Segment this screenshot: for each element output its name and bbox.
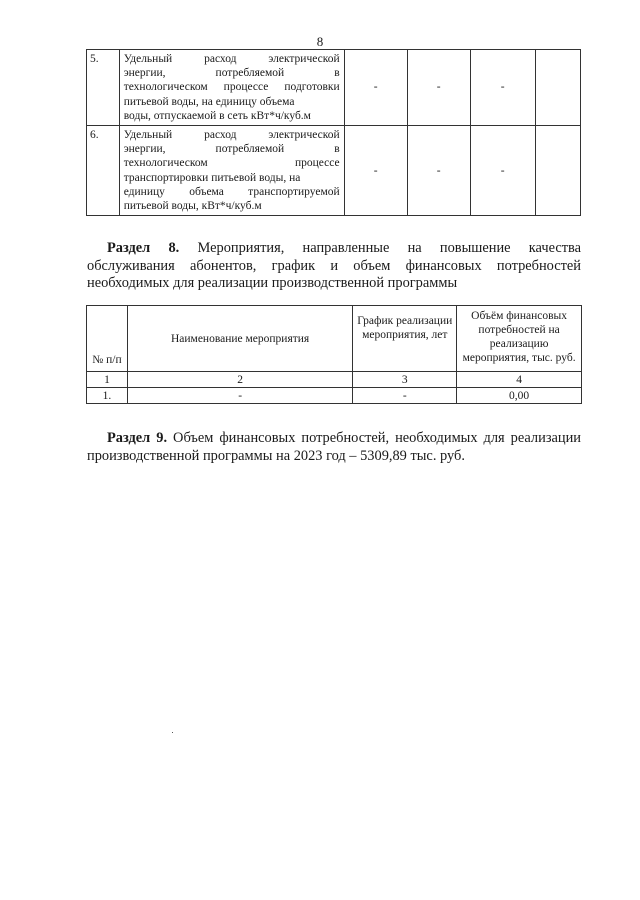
name-line: энергии, потребляемой в bbox=[123, 67, 340, 80]
index-cell: 4 bbox=[457, 372, 582, 388]
section-9-paragraph bbox=[87, 430, 581, 465]
value-cell: - bbox=[470, 126, 535, 216]
index-cell: 1 bbox=[87, 372, 128, 388]
value-cell: - bbox=[344, 126, 407, 216]
table-row bbox=[87, 126, 581, 216]
energy-consumption-table bbox=[86, 49, 581, 216]
data-cell: 0,00 bbox=[457, 388, 582, 404]
data-cell: - bbox=[127, 388, 352, 404]
value-cell: - bbox=[407, 50, 470, 126]
name-line: Удельный расход электрической bbox=[123, 129, 340, 142]
scan-speck bbox=[172, 732, 173, 733]
name-line: единицу объема транспортируемой bbox=[123, 185, 340, 198]
indicator-name bbox=[119, 50, 344, 126]
header-num: № п/п bbox=[87, 306, 128, 372]
name-line: питьевой воды, на единицу объема bbox=[123, 95, 295, 108]
section-9-text: Объем финансовых потребностей, необходимых для реализации производственной программы на 2023 год – 5309,89 тыс. руб. bbox=[87, 430, 581, 464]
index-cell: 2 bbox=[127, 372, 352, 388]
measures-table bbox=[86, 305, 582, 404]
indicator-name bbox=[119, 126, 344, 216]
name-line: воды, отпускаемой в сеть кВт*ч/куб.м bbox=[123, 109, 311, 122]
name-line: технологическом процессе bbox=[123, 157, 340, 170]
table-row bbox=[87, 372, 582, 388]
section-8-label: Раздел 8. bbox=[107, 240, 180, 256]
name-line: Удельный расход электрической bbox=[123, 53, 340, 65]
value-cell: - bbox=[344, 50, 407, 126]
name-line: технологическом процессе подготовки bbox=[123, 81, 340, 94]
table-row bbox=[87, 50, 581, 126]
name-line: транспортировки питьевой воды, на bbox=[123, 171, 301, 184]
name-line: энергии, потребляемой в bbox=[123, 143, 340, 156]
value-cell bbox=[535, 50, 580, 126]
section-9-label: Раздел 9. bbox=[107, 430, 168, 446]
header-name: Наименование мероприятия bbox=[127, 306, 352, 372]
name-line: питьевой воды, кВт*ч/куб.м bbox=[123, 200, 262, 213]
header-finance: Объём финансовых потребностей на реализацию мероприятия, тыс. руб. bbox=[457, 306, 582, 372]
table-row bbox=[87, 388, 582, 404]
row-number: 6. bbox=[87, 126, 120, 216]
value-cell bbox=[535, 126, 580, 216]
value-cell: - bbox=[407, 126, 470, 216]
section-8-text: Мероприятия, направленные на повышение качества обслуживания абонентов, график и объем финансовых потребностей необходимых для реализации производственной программы bbox=[87, 240, 581, 291]
row-number: 5. bbox=[87, 50, 120, 126]
value-cell: - bbox=[470, 50, 535, 126]
index-cell: 3 bbox=[353, 372, 457, 388]
page-number: 8 bbox=[316, 34, 324, 49]
data-cell: 1. bbox=[87, 388, 128, 404]
section-8-paragraph bbox=[87, 240, 581, 293]
header-schedule: График реализации мероприятия, лет bbox=[353, 306, 457, 372]
table-header-row bbox=[87, 306, 582, 372]
data-cell: - bbox=[353, 388, 457, 404]
